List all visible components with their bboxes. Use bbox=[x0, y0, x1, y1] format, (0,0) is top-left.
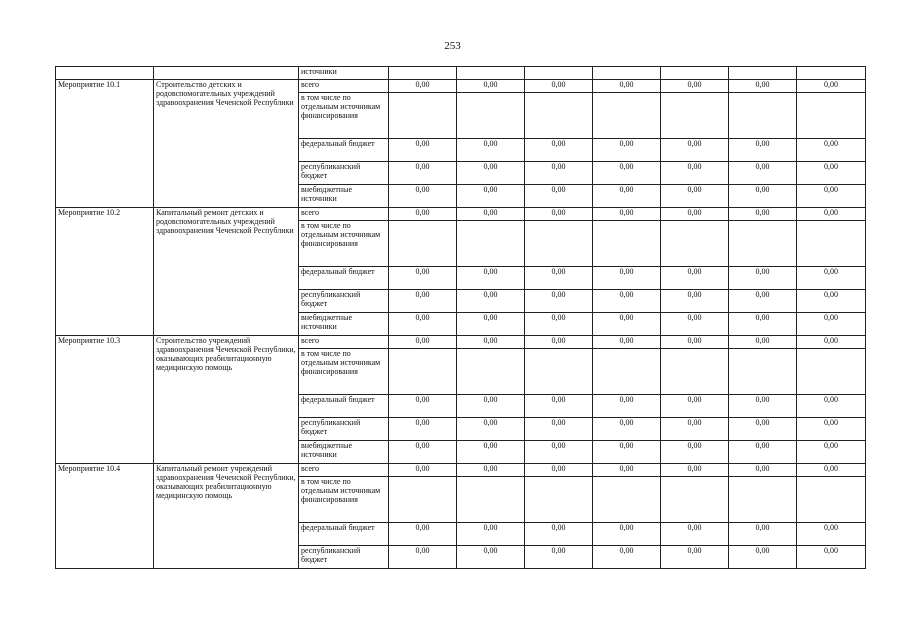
value-cell bbox=[661, 349, 729, 395]
value-cell bbox=[661, 477, 729, 523]
value-cell: 0,00 bbox=[457, 441, 525, 464]
event-code: Мероприятие 10.3 bbox=[56, 336, 154, 464]
value-cell bbox=[593, 93, 661, 139]
source-label: в том числе по отдельным источникам финансирования bbox=[299, 349, 389, 395]
value-cell: 0,00 bbox=[593, 208, 661, 221]
value-cell: 0,00 bbox=[797, 546, 866, 569]
value-cell: 0,00 bbox=[797, 162, 866, 185]
source-label: республиканский бюджет bbox=[299, 546, 389, 569]
value-cell bbox=[525, 477, 593, 523]
value-cell bbox=[593, 477, 661, 523]
value-cell: 0,00 bbox=[457, 546, 525, 569]
event-code: Мероприятие 10.4 bbox=[56, 464, 154, 569]
value-cell: 0,00 bbox=[593, 418, 661, 441]
value-cell: 0,00 bbox=[389, 441, 457, 464]
value-cell: 0,00 bbox=[525, 208, 593, 221]
table-cell bbox=[593, 67, 661, 80]
value-cell: 0,00 bbox=[389, 523, 457, 546]
table-row bbox=[56, 208, 866, 221]
value-cell: 0,00 bbox=[593, 441, 661, 464]
value-cell: 0,00 bbox=[797, 139, 866, 162]
table-row bbox=[56, 464, 866, 477]
value-cell bbox=[729, 477, 797, 523]
value-cell: 0,00 bbox=[593, 80, 661, 93]
value-cell: 0,00 bbox=[389, 313, 457, 336]
value-cell: 0,00 bbox=[457, 336, 525, 349]
value-cell: 0,00 bbox=[457, 395, 525, 418]
value-cell: 0,00 bbox=[457, 185, 525, 208]
value-cell: 0,00 bbox=[389, 464, 457, 477]
value-cell: 0,00 bbox=[525, 523, 593, 546]
source-label: республиканский бюджет bbox=[299, 418, 389, 441]
value-cell bbox=[389, 477, 457, 523]
value-cell: 0,00 bbox=[729, 395, 797, 418]
value-cell: 0,00 bbox=[661, 418, 729, 441]
table-cell bbox=[154, 67, 299, 80]
value-cell bbox=[389, 349, 457, 395]
value-cell bbox=[797, 221, 866, 267]
value-cell: 0,00 bbox=[729, 546, 797, 569]
value-cell: 0,00 bbox=[729, 208, 797, 221]
budget-table-body bbox=[56, 67, 866, 569]
event-name: Капитальный ремонт учреждений здравоохранения Чеченской Республики, оказывающих реабилитационную медицинскую помощь bbox=[154, 464, 299, 569]
value-cell bbox=[457, 349, 525, 395]
value-cell bbox=[457, 93, 525, 139]
value-cell bbox=[729, 221, 797, 267]
source-label: республиканский бюджет bbox=[299, 162, 389, 185]
value-cell: 0,00 bbox=[593, 267, 661, 290]
source-label: в том числе по отдельным источникам финансирования bbox=[299, 93, 389, 139]
table-cell bbox=[56, 67, 154, 80]
value-cell: 0,00 bbox=[661, 208, 729, 221]
value-cell: 0,00 bbox=[797, 290, 866, 313]
value-cell: 0,00 bbox=[593, 395, 661, 418]
source-label: федеральный бюджет bbox=[299, 139, 389, 162]
value-cell: 0,00 bbox=[525, 546, 593, 569]
value-cell: 0,00 bbox=[389, 395, 457, 418]
table-cell bbox=[389, 67, 457, 80]
source-label: в том числе по отдельным источникам финансирования bbox=[299, 477, 389, 523]
table-cell bbox=[525, 67, 593, 80]
table-row bbox=[56, 336, 866, 349]
event-name: Строительство учреждений здравоохранения Чеченской Республики, оказывающих реабилитационную медицинскую помощь bbox=[154, 336, 299, 464]
value-cell: 0,00 bbox=[389, 139, 457, 162]
value-cell: 0,00 bbox=[593, 290, 661, 313]
value-cell: 0,00 bbox=[661, 336, 729, 349]
value-cell: 0,00 bbox=[797, 464, 866, 477]
value-cell: 0,00 bbox=[389, 336, 457, 349]
value-cell: 0,00 bbox=[525, 464, 593, 477]
value-cell: 0,00 bbox=[457, 290, 525, 313]
value-cell: 0,00 bbox=[593, 464, 661, 477]
value-cell bbox=[457, 477, 525, 523]
value-cell bbox=[593, 349, 661, 395]
value-cell: 0,00 bbox=[525, 80, 593, 93]
value-cell bbox=[525, 349, 593, 395]
value-cell: 0,00 bbox=[457, 208, 525, 221]
value-cell: 0,00 bbox=[661, 290, 729, 313]
value-cell: 0,00 bbox=[457, 267, 525, 290]
value-cell: 0,00 bbox=[729, 464, 797, 477]
value-cell: 0,00 bbox=[661, 139, 729, 162]
value-cell: 0,00 bbox=[797, 313, 866, 336]
value-cell: 0,00 bbox=[593, 185, 661, 208]
value-cell bbox=[593, 221, 661, 267]
value-cell: 0,00 bbox=[661, 267, 729, 290]
event-code: Мероприятие 10.2 bbox=[56, 208, 154, 336]
value-cell bbox=[525, 221, 593, 267]
source-label: в том числе по отдельным источникам финансирования bbox=[299, 221, 389, 267]
value-cell: 0,00 bbox=[593, 336, 661, 349]
value-cell: 0,00 bbox=[729, 139, 797, 162]
value-cell: 0,00 bbox=[389, 185, 457, 208]
table-row bbox=[56, 67, 866, 80]
event-name: Капитальный ремонт детских и родовспомогательных учреждений здравоохранения Чеченской Республики bbox=[154, 208, 299, 336]
value-cell: 0,00 bbox=[389, 80, 457, 93]
value-cell bbox=[389, 221, 457, 267]
value-cell: 0,00 bbox=[457, 313, 525, 336]
value-cell: 0,00 bbox=[729, 185, 797, 208]
value-cell bbox=[729, 349, 797, 395]
table-cell bbox=[797, 67, 866, 80]
value-cell: 0,00 bbox=[661, 162, 729, 185]
value-cell bbox=[797, 93, 866, 139]
source-label: республиканский бюджет bbox=[299, 290, 389, 313]
source-label: всего bbox=[299, 80, 389, 93]
value-cell: 0,00 bbox=[797, 441, 866, 464]
value-cell bbox=[661, 93, 729, 139]
value-cell: 0,00 bbox=[797, 80, 866, 93]
value-cell: 0,00 bbox=[525, 336, 593, 349]
value-cell: 0,00 bbox=[797, 395, 866, 418]
value-cell: 0,00 bbox=[389, 267, 457, 290]
source-label: всего bbox=[299, 464, 389, 477]
event-code: Мероприятие 10.1 bbox=[56, 80, 154, 208]
value-cell: 0,00 bbox=[457, 139, 525, 162]
page-number: 253 bbox=[444, 40, 461, 52]
source-label: источники bbox=[299, 67, 389, 80]
value-cell: 0,00 bbox=[457, 418, 525, 441]
value-cell: 0,00 bbox=[661, 313, 729, 336]
value-cell: 0,00 bbox=[389, 418, 457, 441]
value-cell: 0,00 bbox=[525, 418, 593, 441]
value-cell: 0,00 bbox=[661, 185, 729, 208]
source-label: федеральный бюджет bbox=[299, 395, 389, 418]
value-cell bbox=[457, 221, 525, 267]
value-cell: 0,00 bbox=[593, 162, 661, 185]
value-cell: 0,00 bbox=[457, 464, 525, 477]
value-cell: 0,00 bbox=[661, 395, 729, 418]
value-cell: 0,00 bbox=[389, 208, 457, 221]
value-cell: 0,00 bbox=[729, 162, 797, 185]
value-cell: 0,00 bbox=[797, 336, 866, 349]
value-cell: 0,00 bbox=[389, 290, 457, 313]
source-label: внебюджетные источники bbox=[299, 313, 389, 336]
value-cell: 0,00 bbox=[525, 395, 593, 418]
value-cell: 0,00 bbox=[729, 267, 797, 290]
table-cell bbox=[457, 67, 525, 80]
value-cell: 0,00 bbox=[729, 290, 797, 313]
value-cell: 0,00 bbox=[797, 267, 866, 290]
table-cell bbox=[661, 67, 729, 80]
source-label: федеральный бюджет bbox=[299, 267, 389, 290]
value-cell: 0,00 bbox=[593, 523, 661, 546]
value-cell: 0,00 bbox=[729, 441, 797, 464]
value-cell: 0,00 bbox=[797, 208, 866, 221]
value-cell: 0,00 bbox=[389, 162, 457, 185]
value-cell: 0,00 bbox=[661, 464, 729, 477]
value-cell: 0,00 bbox=[729, 523, 797, 546]
value-cell: 0,00 bbox=[525, 162, 593, 185]
source-label: всего bbox=[299, 336, 389, 349]
value-cell: 0,00 bbox=[661, 441, 729, 464]
value-cell: 0,00 bbox=[457, 523, 525, 546]
value-cell bbox=[389, 93, 457, 139]
value-cell: 0,00 bbox=[593, 139, 661, 162]
value-cell: 0,00 bbox=[525, 185, 593, 208]
value-cell: 0,00 bbox=[729, 80, 797, 93]
value-cell: 0,00 bbox=[661, 523, 729, 546]
value-cell: 0,00 bbox=[525, 441, 593, 464]
value-cell bbox=[525, 93, 593, 139]
budget-table bbox=[55, 66, 866, 569]
value-cell: 0,00 bbox=[457, 162, 525, 185]
table-row bbox=[56, 80, 866, 93]
value-cell: 0,00 bbox=[661, 546, 729, 569]
value-cell: 0,00 bbox=[593, 546, 661, 569]
value-cell: 0,00 bbox=[593, 313, 661, 336]
value-cell: 0,00 bbox=[729, 336, 797, 349]
value-cell bbox=[729, 93, 797, 139]
source-label: внебюджетные источники bbox=[299, 441, 389, 464]
value-cell: 0,00 bbox=[797, 418, 866, 441]
value-cell: 0,00 bbox=[525, 313, 593, 336]
value-cell: 0,00 bbox=[525, 139, 593, 162]
value-cell: 0,00 bbox=[797, 523, 866, 546]
value-cell: 0,00 bbox=[729, 313, 797, 336]
value-cell: 0,00 bbox=[729, 418, 797, 441]
source-label: федеральный бюджет bbox=[299, 523, 389, 546]
value-cell: 0,00 bbox=[661, 80, 729, 93]
source-label: всего bbox=[299, 208, 389, 221]
source-label: внебюджетные источники bbox=[299, 185, 389, 208]
value-cell bbox=[797, 477, 866, 523]
event-name: Строительство детских и родовспомогательных учреждений здравоохранения Чеченской Республики bbox=[154, 80, 299, 208]
value-cell bbox=[797, 349, 866, 395]
value-cell: 0,00 bbox=[389, 546, 457, 569]
value-cell: 0,00 bbox=[525, 267, 593, 290]
value-cell bbox=[661, 221, 729, 267]
value-cell: 0,00 bbox=[797, 185, 866, 208]
value-cell: 0,00 bbox=[525, 290, 593, 313]
table-cell bbox=[729, 67, 797, 80]
value-cell: 0,00 bbox=[457, 80, 525, 93]
